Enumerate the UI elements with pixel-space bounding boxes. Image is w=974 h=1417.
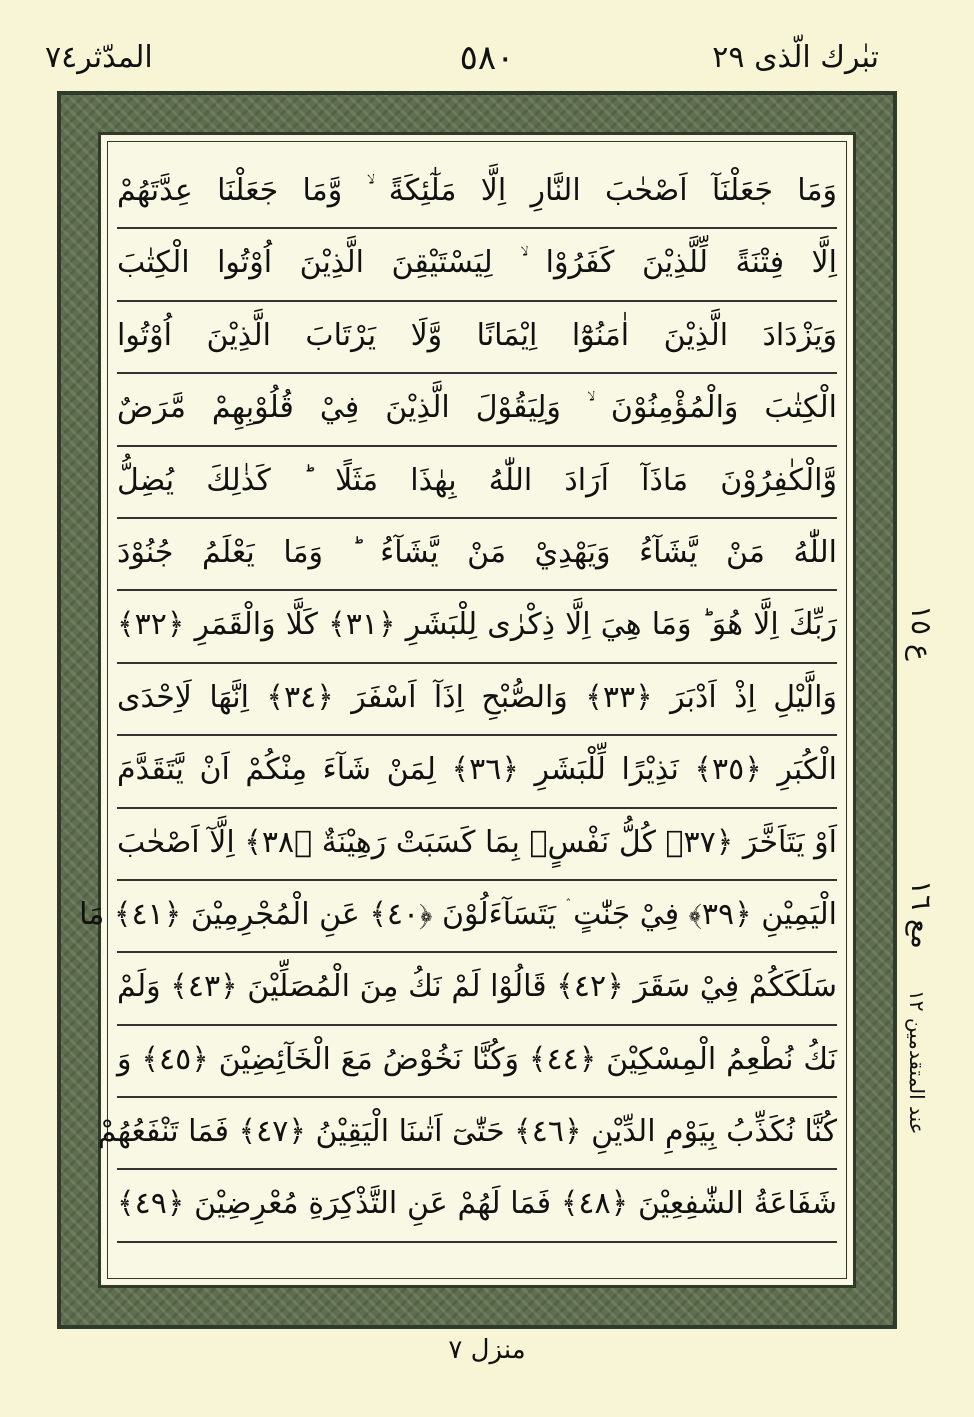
verse-lines — [79, 157, 838, 1243]
text-line: كُنَّا نُكَذِّبُ بِيَوْمِ الدِّيْنِ ﴿٤٦﴾ حَتّٰىٓ اَتٰىنَا الْيَقِيْنُ ﴿٤٧﴾ فَمَا تَنْفَعُهُمْ — [117, 1098, 837, 1170]
surah-name-header: المدّثر٧٤ — [45, 40, 153, 75]
text-line: وَّالْكٰفِرُوْنَ مَاذَآ اَرَادَ اللّٰهُ بِهٰذَا مَثَلًا ؕ كَذٰلِكَ يُضِلُّ — [117, 447, 837, 519]
text-line: الْيَمِيْنِ ﴿٣٩﴾ فِيْ جَنّٰتٍ ۛ يَتَسَآءَلُوْنَ ﴿٤٠﴾ عَنِ الْمُجْرِمِيْنَ ﴿٤١﴾ مَا — [117, 881, 837, 953]
manzil-footer: منزل ٧ — [448, 1335, 526, 1365]
text-line: وَالَّيْلِ اِذْ اَدْبَرَ ﴿٣٣﴾ وَالصُّبْحِ اِذَآ اَسْفَرَ ﴿٣٤﴾ اِنَّهَا لَاِحْدَى — [117, 664, 837, 736]
text-line: سَلَكَكُمْ فِيْ سَقَرَ ﴿٤٢﴾ قَالُوْا لَمْ نَكُ مِنَ الْمُصَلِّيْنَ ﴿٤٣﴾ وَلَمْ — [117, 953, 837, 1025]
text-panel — [79, 132, 856, 1288]
text-line: شَفَاعَةُ الشّٰفِعِيْنَ ﴿٤٨﴾ فَمَا لَهُمْ عَنِ التَّذْكِرَةِ مُعْرِضِيْنَ ﴿٤٩﴾ — [117, 1170, 837, 1242]
text-line: رَبِّكَ اِلَّا هُوَ ؕ وَمَا هِيَ اِلَّا ذِكْرٰى لِلْبَشَرِ ﴿٣١﴾ كَلَّا وَالْقَمَرِ ﴿٣٢﴾ — [117, 591, 837, 663]
ruku-marker: مع ١٦ — [905, 880, 938, 949]
text-line: وَيَزْدَادَ الَّذِيْنَ اٰمَنُوْٓا اِيْمَانًا وَّلَا يَرْتَابَ الَّذِيْنَ اُوْتُوا — [117, 302, 837, 374]
text-line: اَوْ يَتَاَخَّرَ ﴿٣٧﴾ كُلُّ نَفْسٍۢ بِمَا كَسَبَتْ رَهِيْنَةٌ ﴿٣٨﴾ اِلَّآ اَصْحٰبَ — [117, 809, 837, 881]
text-line: اللّٰهُ مَنْ يَّشَآءُ وَيَهْدِيْ مَنْ يَّشَآءُ ؕ وَمَا يَعْلَمُ جُنُوْدَ — [117, 519, 837, 591]
juz-name-header: تبٰرك الّذى ٢٩ — [712, 40, 879, 75]
text-line: الْكِتٰبَ وَالْمُؤْمِنُوْنَ ۙ وَلِيَقُوْلَ الَّذِيْنَ فِيْ قُلُوْبِهِمْ مَّرَضٌ — [117, 374, 837, 446]
text-line: الْكُبَرِ ﴿٣٥﴾ نَذِيْرًا لِّلْبَشَرِ ﴿٣٦﴾ لِمَنْ شَآءَ مِنْكُمْ اَنْ يَّتَقَدَّمَ — [117, 736, 837, 808]
ruku-marker: ع ١٥ — [905, 605, 938, 661]
decorative-border-frame — [57, 91, 897, 1329]
text-line: اِلَّا فِتْنَةً لِّلَّذِيْنَ كَفَرُوْا ۙ لِيَسْتَيْقِنَ الَّذِيْنَ اُوْتُوا الْكِتٰبَ — [117, 229, 837, 301]
margin-note: عند المتقدمين ١٢ — [905, 990, 929, 1135]
page-number: ٥٨٠ — [459, 38, 515, 78]
text-line: نَكُ نُطْعِمُ الْمِسْكِيْنَ ﴿٤٤﴾ وَكُنَّا نَخُوْضُ مَعَ الْخَآئِضِيْنَ ﴿٤٥﴾ وَ — [117, 1026, 837, 1098]
text-line: وَمَا جَعَلْنَآ اَصْحٰبَ النَّارِ اِلَّا مَلٰٓئِكَةً ۙ وَّمَا جَعَلْنَا عِدَّتَهُمْ — [117, 157, 837, 229]
